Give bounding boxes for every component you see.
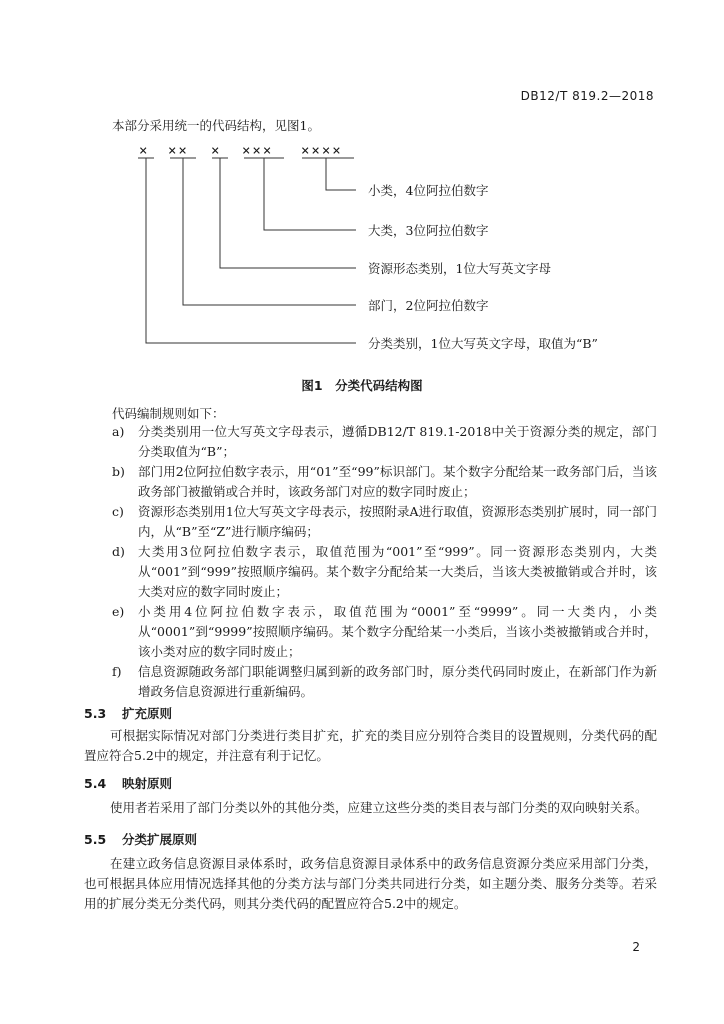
section-body-5-5: 在建立政务信息资源目录体系时，政务信息资源目录体系中的政务信息资源分类应采用部门分类，也可根据具体应用情况选择其他的分类方法与部门分类共同进行分类，如主题分类、服务分类等。若采用的扩展分类无分类代码，则其分类代码的配置应符合5.2中的规定。: [84, 856, 657, 911]
rule-text: 资源形态类别用1位大写英文字母表示，按照附录A进行取值，资源形态类别扩展时，同一部门内，从“B”至“Z”进行顺序编码；: [138, 504, 657, 539]
intro-text: 本部分采用统一的代码结构，见图1。: [112, 118, 320, 133]
rule-marker: e): [112, 604, 125, 619]
section-number: 5.4: [84, 776, 107, 791]
section-title: 分类扩展原则: [122, 832, 198, 847]
mark-resource-form: ×: [211, 143, 222, 159]
section-number: 5.3: [84, 706, 107, 721]
diagram-lines: [138, 158, 356, 343]
rule-marker: f): [112, 664, 122, 679]
rule-marker: d): [112, 544, 125, 559]
rule-item-e: [112, 602, 657, 662]
section-heading-5-5: [84, 830, 197, 848]
rule-item-d: [112, 542, 657, 602]
rule-marker: c): [112, 504, 124, 519]
code-structure-diagram: [0, 0, 724, 380]
connector-resource-form: [220, 158, 356, 268]
legend-major: 大类，3位阿拉伯数字: [368, 223, 489, 238]
document-code-header: DB12/T 819.2—2018: [520, 89, 654, 103]
connector-class: [146, 158, 356, 343]
legend-department: 部门，2位阿拉伯数字: [368, 298, 489, 313]
rule-item-f: [112, 662, 657, 702]
section-title: 映射原则: [122, 776, 173, 791]
rule-text: 分类类别用一位大写英文字母表示，遵循DB12/T 819.1-2018中关于资源分类的规定，部门分类取值为“B”；: [138, 424, 657, 459]
connector-major: [264, 158, 356, 230]
rule-marker: a): [112, 424, 125, 439]
rule-text: 大类用3位阿拉伯数字表示，取值范围为“001”至“999”。同一资源形态类别内，大类从“001”到“999”按照顺序编码。某个数字分配给某一大类后，当该大类被撤销或合并时，该大类对应的数字同时废止；: [138, 544, 657, 599]
rule-text: 信息资源随政务部门职能调整归属到新的政务部门时，原分类代码同时废止，在新部门作为新增政务信息资源进行重新编码。: [138, 664, 657, 699]
rules-lead: 代码编制规则如下：: [112, 406, 225, 421]
mark-department: ××: [168, 143, 189, 159]
page-number: 2: [632, 940, 640, 954]
section-heading-5-4: [84, 774, 172, 792]
rule-text: 部门用2位阿拉伯数字表示，用“01”至“99”标识部门。某个数字分配给某一政务部门后，当该政务部门被撤销或合并时，该政务部门对应的数字同时废止；: [138, 464, 657, 499]
section-body-5-3: 可根据实际情况对部门分类进行类目扩充，扩充的类目应分别符合类目的设置规则，分类代码的配置应符合5.2中的规定，并注意有利于记忆。: [84, 728, 657, 763]
figure-caption: 图1 分类代码结构图: [301, 378, 423, 393]
connector-minor: [326, 158, 356, 190]
section-number: 5.5: [84, 832, 107, 847]
rule-item-b: [112, 462, 657, 502]
mark-minor: ××××: [301, 143, 343, 159]
legend-minor: 小类，4位阿拉伯数字: [368, 183, 489, 198]
connector-department: [183, 158, 356, 305]
section-heading-5-3: [84, 704, 172, 722]
legend-class: 分类类别，1位大写英文字母，取值为“B”: [368, 336, 598, 351]
rule-marker: b): [112, 464, 125, 479]
mark-major: ×××: [242, 143, 274, 159]
rule-item-a: [112, 422, 657, 462]
mark-class: ×: [139, 143, 150, 159]
rule-text: 小类用4位阿拉伯数字表示，取值范围为“0001”至“9999”。同一大类内，小类从“0001”到“9999”按照顺序编码。某个数字分配给某一小类后，当该小类被撤销或合并时，该小类对应的数字同时废止；: [138, 604, 657, 659]
rule-item-c: [112, 502, 657, 542]
section-body-5-4: 使用者若采用了部门分类以外的其他分类，应建立这些分类的类目表与部门分类的双向映射关系。: [110, 800, 648, 815]
legend-resource-form: 资源形态类别，1位大写英文字母: [368, 261, 551, 276]
section-title: 扩充原则: [122, 706, 173, 721]
